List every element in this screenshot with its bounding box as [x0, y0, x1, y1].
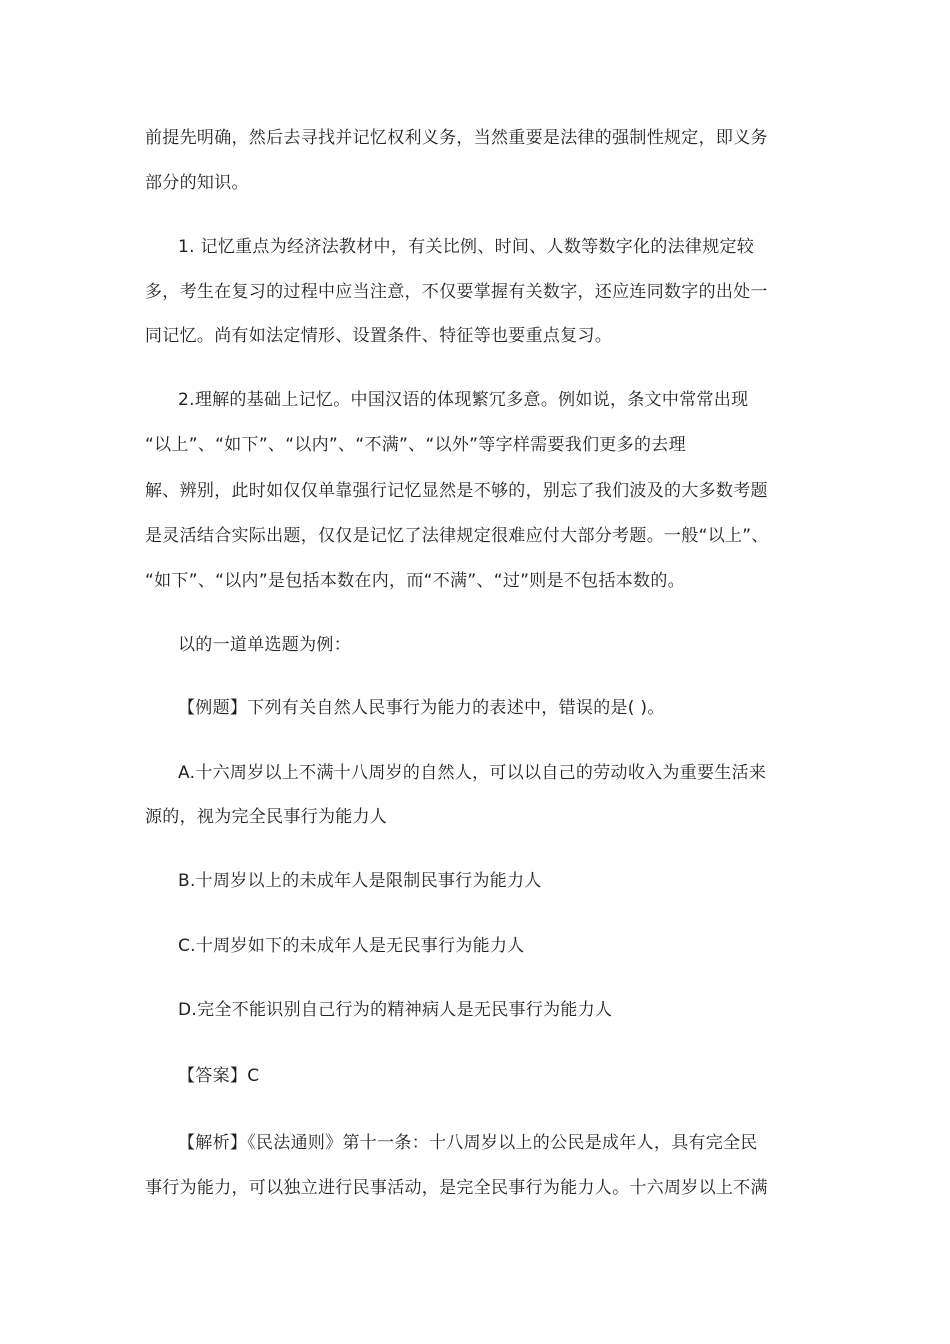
text-line: 以的一道单选题为例： — [178, 635, 351, 655]
option-b: B.十周岁以上的未成年人是限制民事行为能力人 — [178, 871, 542, 891]
text-line: 多，考生在复习的过程中应当注意，不仅要掌握有关数字，还应连同数字的出处一 — [145, 282, 768, 302]
example-question: 【例题】下列有关自然人民事行为能力的表述中，错误的是( )。 — [178, 698, 665, 718]
text-line: 部分的知识。 — [145, 173, 249, 193]
text-line: 前提先明确，然后去寻找并记忆权利义务，当然重要是法律的强制性规定，即义务 — [145, 128, 768, 148]
answer: 【答案】C — [178, 1066, 260, 1086]
explanation-continued: 事行为能力，可以独立进行民事活动，是完全民事行为能力人。十六周岁以上不满 — [145, 1178, 768, 1198]
option-d: D.完全不能识别自己行为的精神病人是无民事行为能力人 — [178, 1000, 613, 1020]
text-line: 1. 记忆重点为经济法教材中，有关比例、时间、人数等数字化的法律规定较 — [178, 237, 755, 257]
explanation: 【解析】《民法通则》第十一条：十八周岁以上的公民是成年人，具有完全民 — [178, 1133, 758, 1153]
text-line: 是灵活结合实际出题，仅仅是记忆了法律规定很难应付大部分考题。一般“以上”、 — [145, 526, 769, 546]
text-line: 同记忆。尚有如法定情形、设置条件、特征等也要重点复习。 — [145, 326, 613, 346]
option-c: C.十周岁如下的未成年人是无民事行为能力人 — [178, 936, 525, 956]
text-line: 2.理解的基础上记忆。中国汉语的体现繁冗多意。例如说，条文中常常出现 — [178, 390, 749, 410]
option-a: A.十六周岁以上不满十八周岁的自然人，可以以自己的劳动收入为重要生活来 — [178, 763, 767, 783]
text-line: 解、辨别，此时如仅仅单靠强行记忆显然是不够的，别忘了我们波及的大多数考题 — [145, 481, 768, 501]
text-line: “以上”、“如下”、“以内”、“不满”、“以外”等字样需要我们更多的去理 — [145, 435, 686, 455]
option-a-continued: 源的，视为完全民事行为能力人 — [145, 807, 388, 827]
text-line: “如下”、“以内”是包括本数在内，而“不满”、“过”则是不包括本数的。 — [145, 571, 685, 591]
